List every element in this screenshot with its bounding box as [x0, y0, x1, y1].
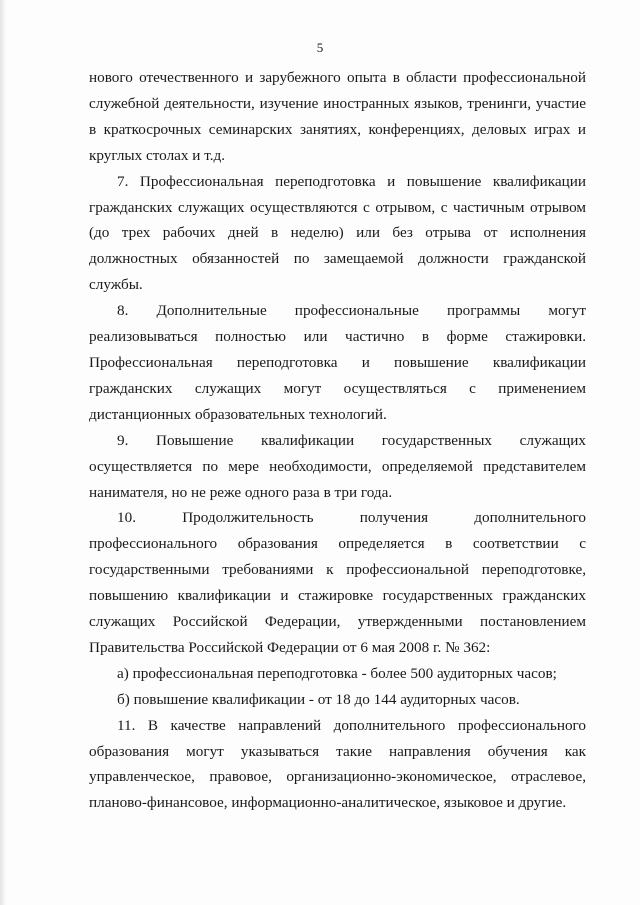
paragraph-item-10: 10. Продолжительность получения дополнительного профессионального образования определяется в соответствии с государственными требованиями к профессиональной переподготовке, повышению квалификации и стажировке государственных гражданских служащих Российской Федерации, утвержденными постановлением Правительства Российской Федерации от 6 мая 2008 г. № 362: [89, 509, 586, 656]
page-number: 5 [316, 40, 324, 55]
paragraph-item-7: 7. Профессиональная переподготовка и повышение квалификации гражданских служащих осуществляются с отрывом, с частичным отрывом (до трех рабочих дней в неделю) или без отрыва от исполнения должностных обязанностей по замещаемой должности гражданской службы. [89, 172, 586, 294]
paragraph-item-9: 9. Повышение квалификации государственных служащих осуществляется по мере необходимости, определяемой представителем нанимателя, но не реже одного раза в три года. [89, 431, 586, 501]
document-body [89, 65, 586, 816]
paragraph-subitem-b: б) повышение квалификации - от 18 до 144 аудиторных часов. [117, 690, 520, 708]
paragraph-subitem-a: а) профессиональная переподготовка - более 500 аудиторных часов; [117, 664, 557, 682]
scan-edge-shadow [0, 0, 6, 905]
paragraph-item-8: 8. Дополнительные профессиональные программы могут реализовываться полностью или частично в форме стажировки. Профессиональная переподготовка и повышение квалификации гражданских служащих могут осуществляться с применением дистанционных образовательных технологий. [89, 302, 586, 423]
paragraph-continuation: нового отечественного и зарубежного опыта в области профессиональной служебной деятельности, изучение иностранных языков, тренинги, участие в краткосрочных семинарских занятиях, конференциях, деловых играх и круглых столах и т.д. [89, 69, 586, 164]
paragraph-item-11: 11. В качестве направлений дополнительного профессионального образования могут указываться такие направления обучения как управленческое, правовое, организационно-экономическое, отраслевое, планово-финансовое, информационно-аналитическое, языковое и другие. [89, 716, 586, 812]
